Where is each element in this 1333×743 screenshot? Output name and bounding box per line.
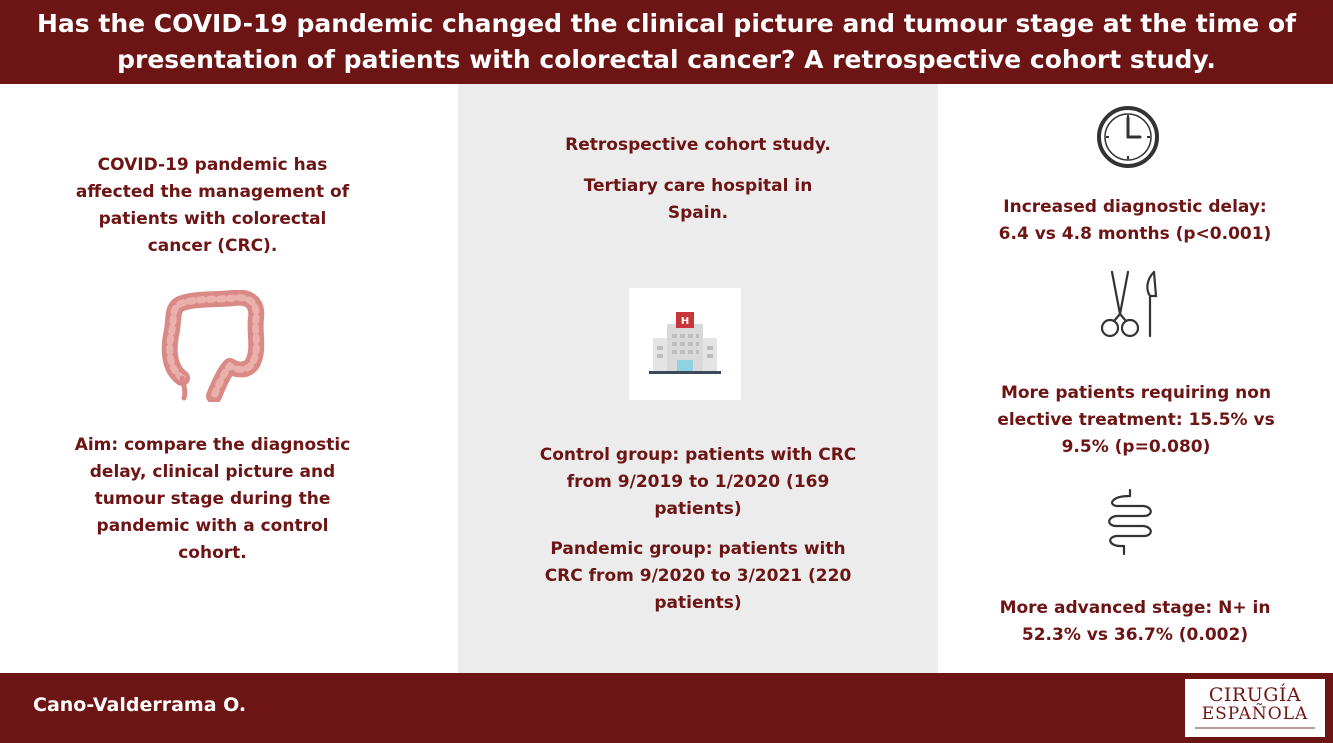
pandemic-group-text: Pandemic group: patients with CRC from 9/2020 to 3/2021 (220 patients) (544, 539, 852, 613)
non-elective-treatment-text: More patients requiring non elective treatment: 15.5% vs 9.5% (p=0.080) (997, 383, 1275, 457)
hospital-card (629, 288, 741, 400)
journal-logo (1185, 679, 1325, 737)
intro-text: COVID-19 pandemic has affected the management of patients with colorectal cancer (CRC). (75, 155, 350, 256)
advanced-stage-text: More advanced stage: N+ in 52.3% vs 36.7% (0.002) (999, 598, 1271, 645)
hospital-sign: H (680, 316, 690, 327)
results-column (938, 84, 1333, 673)
aim-text: Aim: compare the diagnostic delay, clinical picture and tumour stage during the pandemic with a control cohort. (74, 435, 351, 563)
methods-column (458, 84, 938, 673)
diagnostic-delay-text: Increased diagnostic delay: 6.4 vs 4.8 months (p<0.001) (998, 197, 1272, 244)
background-column (0, 84, 458, 673)
study-setting-text: Tertiary care hospital in Spain. (583, 176, 813, 223)
author-name: Cano-Valderrama O. (33, 694, 247, 716)
logo-rule (1195, 727, 1315, 729)
page-title: Has the COVID-19 pandemic changed the clinical picture and tumour stage at the time of presentation of patients with colorectal cancer? A retrospective cohort study. (37, 9, 1296, 74)
clock-icon (1096, 105, 1160, 169)
study-design-text: Retrospective cohort study. (565, 135, 831, 155)
hospital-icon (649, 310, 721, 378)
logo-subtitle: ESPAÑOLA (1201, 704, 1309, 724)
footer-bar (0, 673, 1333, 743)
colon-icon (160, 290, 270, 402)
intestine-icon (1102, 488, 1158, 556)
logo-title: CIRUGÍA (1208, 684, 1302, 706)
header-banner (0, 0, 1333, 84)
control-group-text: Control group: patients with CRC from 9/2019 to 1/2020 (169 patients) (539, 445, 857, 519)
surgical-instruments-icon (1098, 270, 1164, 340)
